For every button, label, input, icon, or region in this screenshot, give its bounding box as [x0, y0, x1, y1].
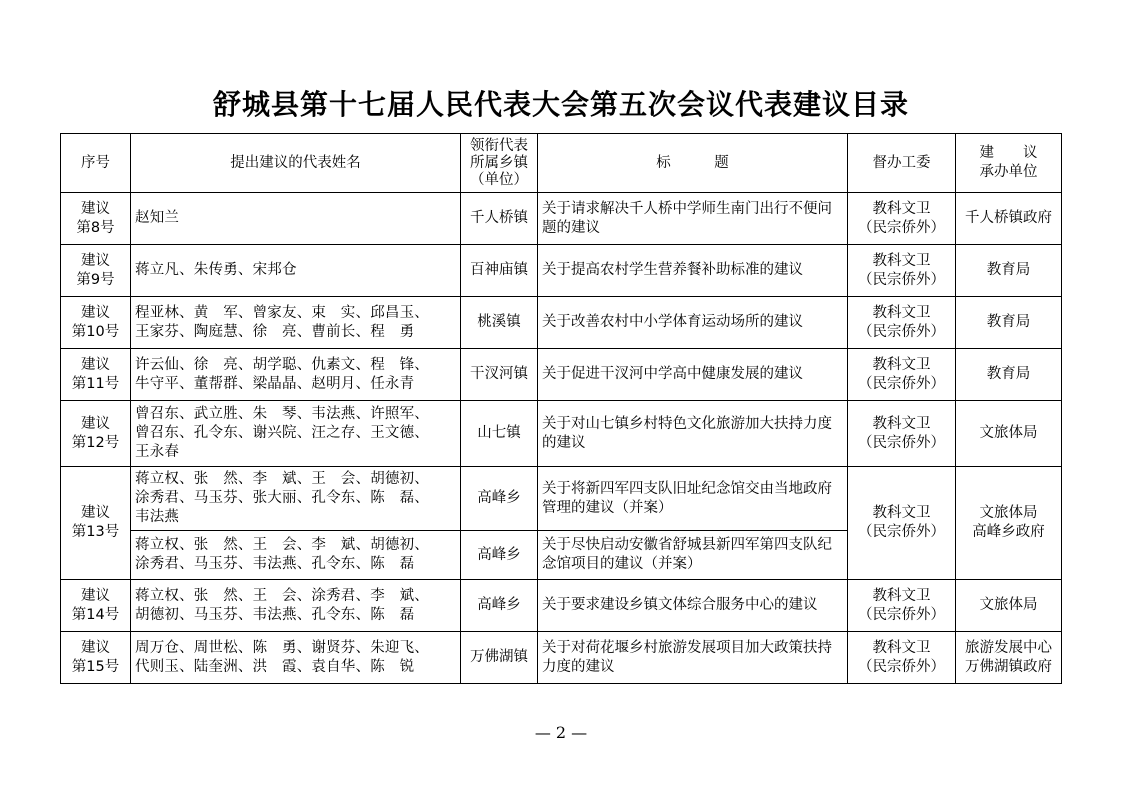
document-title: 舒城县第十七届人民代表大会第五次会议代表建议目录 [212, 88, 909, 121]
row-topic: 关于请求解决千人桥中学师生南门出行不便问题的建议 [538, 193, 848, 245]
row-unit: 教育局 [956, 245, 1062, 297]
row-town: 高峰乡 [461, 531, 538, 580]
header-seq: 序号 [61, 134, 131, 193]
header-unit: 建 议 承办单位 [956, 134, 1062, 193]
row-names: 蒋立权、张 然、王 会、涂秀君、李 斌、 胡德初、马玉芬、韦法燕、孔令东、陈 磊 [131, 580, 461, 632]
row-town: 桃溪镇 [461, 297, 538, 349]
row-unit: 千人桥镇政府 [956, 193, 1062, 245]
row-seq: 建议 第14号 [61, 580, 131, 632]
row-names: 曾召东、武立胜、朱 琴、韦法燕、许照军、 曾召东、孔令东、谢兴院、汪之存、王文德、 王永春 [131, 401, 461, 467]
row-seq: 建议 第8号 [61, 193, 131, 245]
table-row [61, 349, 1062, 401]
row-committee: 教科文卫 （民宗侨外） [848, 580, 956, 632]
row-committee: 教科文卫 （民宗侨外） [848, 245, 956, 297]
table-row [61, 467, 1062, 531]
row-committee: 教科文卫 （民宗侨外） [848, 467, 956, 580]
proposal-table [60, 133, 1062, 684]
row-names: 蒋立权、张 然、李 斌、王 会、胡德初、 涂秀君、马玉芬、张大丽、孔令东、陈 磊、 韦法燕 [131, 467, 461, 531]
row-names: 蒋立凡、朱传勇、宋邦仓 [131, 245, 461, 297]
table-row [61, 632, 1062, 684]
row-names: 周万仓、周世松、陈 勇、谢贤芬、朱迎飞、 代则玉、陆奎洲、洪 霞、袁自华、陈 锐 [131, 632, 461, 684]
page-number: — 2 — [534, 723, 588, 742]
row-names: 蒋立权、张 然、王 会、李 斌、胡德初、 涂秀君、马玉芬、韦法燕、孔令东、陈 磊 [131, 531, 461, 580]
header-topic: 标 题 [538, 134, 848, 193]
row-town: 干汊河镇 [461, 349, 538, 401]
row-names: 赵知兰 [131, 193, 461, 245]
row-town: 山七镇 [461, 401, 538, 467]
row-unit: 教育局 [956, 349, 1062, 401]
row-unit: 文旅体局 高峰乡政府 [956, 467, 1062, 580]
row-seq: 建议 第13号 [61, 467, 131, 580]
header-town: 领衔代表 所属乡镇 （单位） [461, 134, 538, 193]
row-seq: 建议 第15号 [61, 632, 131, 684]
row-unit: 文旅体局 [956, 401, 1062, 467]
row-unit: 旅游发展中心 万佛湖镇政府 [956, 632, 1062, 684]
row-committee: 教科文卫 （民宗侨外） [848, 297, 956, 349]
row-topic: 关于对荷花堰乡村旅游发展项目加大政策扶持力度的建议 [538, 632, 848, 684]
row-topic: 关于促进干汊河中学高中健康发展的建议 [538, 349, 848, 401]
row-topic: 关于要求建设乡镇文体综合服务中心的建议 [538, 580, 848, 632]
row-unit: 文旅体局 [956, 580, 1062, 632]
row-topic: 关于尽快启动安徽省舒城县新四军第四支队纪念馆项目的建议（并案） [538, 531, 848, 580]
row-seq: 建议 第12号 [61, 401, 131, 467]
row-seq: 建议 第10号 [61, 297, 131, 349]
table-row [61, 245, 1062, 297]
row-town: 万佛湖镇 [461, 632, 538, 684]
row-committee: 教科文卫 （民宗侨外） [848, 401, 956, 467]
row-unit: 教育局 [956, 297, 1062, 349]
row-topic: 关于提高农村学生营养餐补助标准的建议 [538, 245, 848, 297]
row-committee: 教科文卫 （民宗侨外） [848, 193, 956, 245]
row-committee: 教科文卫 （民宗侨外） [848, 632, 956, 684]
table-header-row [61, 134, 1062, 193]
row-seq: 建议 第11号 [61, 349, 131, 401]
row-town: 高峰乡 [461, 580, 538, 632]
row-topic: 关于将新四军四支队旧址纪念馆交由当地政府管理的建议（并案） [538, 467, 848, 531]
table-row [61, 193, 1062, 245]
row-names: 程亚林、黄 军、曾家友、束 实、邱昌玉、 王家芬、陶庭慧、徐 亮、曹前长、程 勇 [131, 297, 461, 349]
row-committee: 教科文卫 （民宗侨外） [848, 349, 956, 401]
row-town: 高峰乡 [461, 467, 538, 531]
row-names: 许云仙、徐 亮、胡学聪、仇素文、程 锋、 牛守平、董帮群、梁晶晶、赵明月、任永青 [131, 349, 461, 401]
row-town: 千人桥镇 [461, 193, 538, 245]
row-topic: 关于对山七镇乡村特色文化旅游加大扶持力度的建议 [538, 401, 848, 467]
table-row [61, 580, 1062, 632]
table-row [61, 401, 1062, 467]
table-row [61, 297, 1062, 349]
header-names: 提出建议的代表姓名 [131, 134, 461, 193]
row-topic: 关于改善农村中小学体育运动场所的建议 [538, 297, 848, 349]
header-committee: 督办工委 [848, 134, 956, 193]
row-town: 百神庙镇 [461, 245, 538, 297]
row-seq: 建议 第9号 [61, 245, 131, 297]
